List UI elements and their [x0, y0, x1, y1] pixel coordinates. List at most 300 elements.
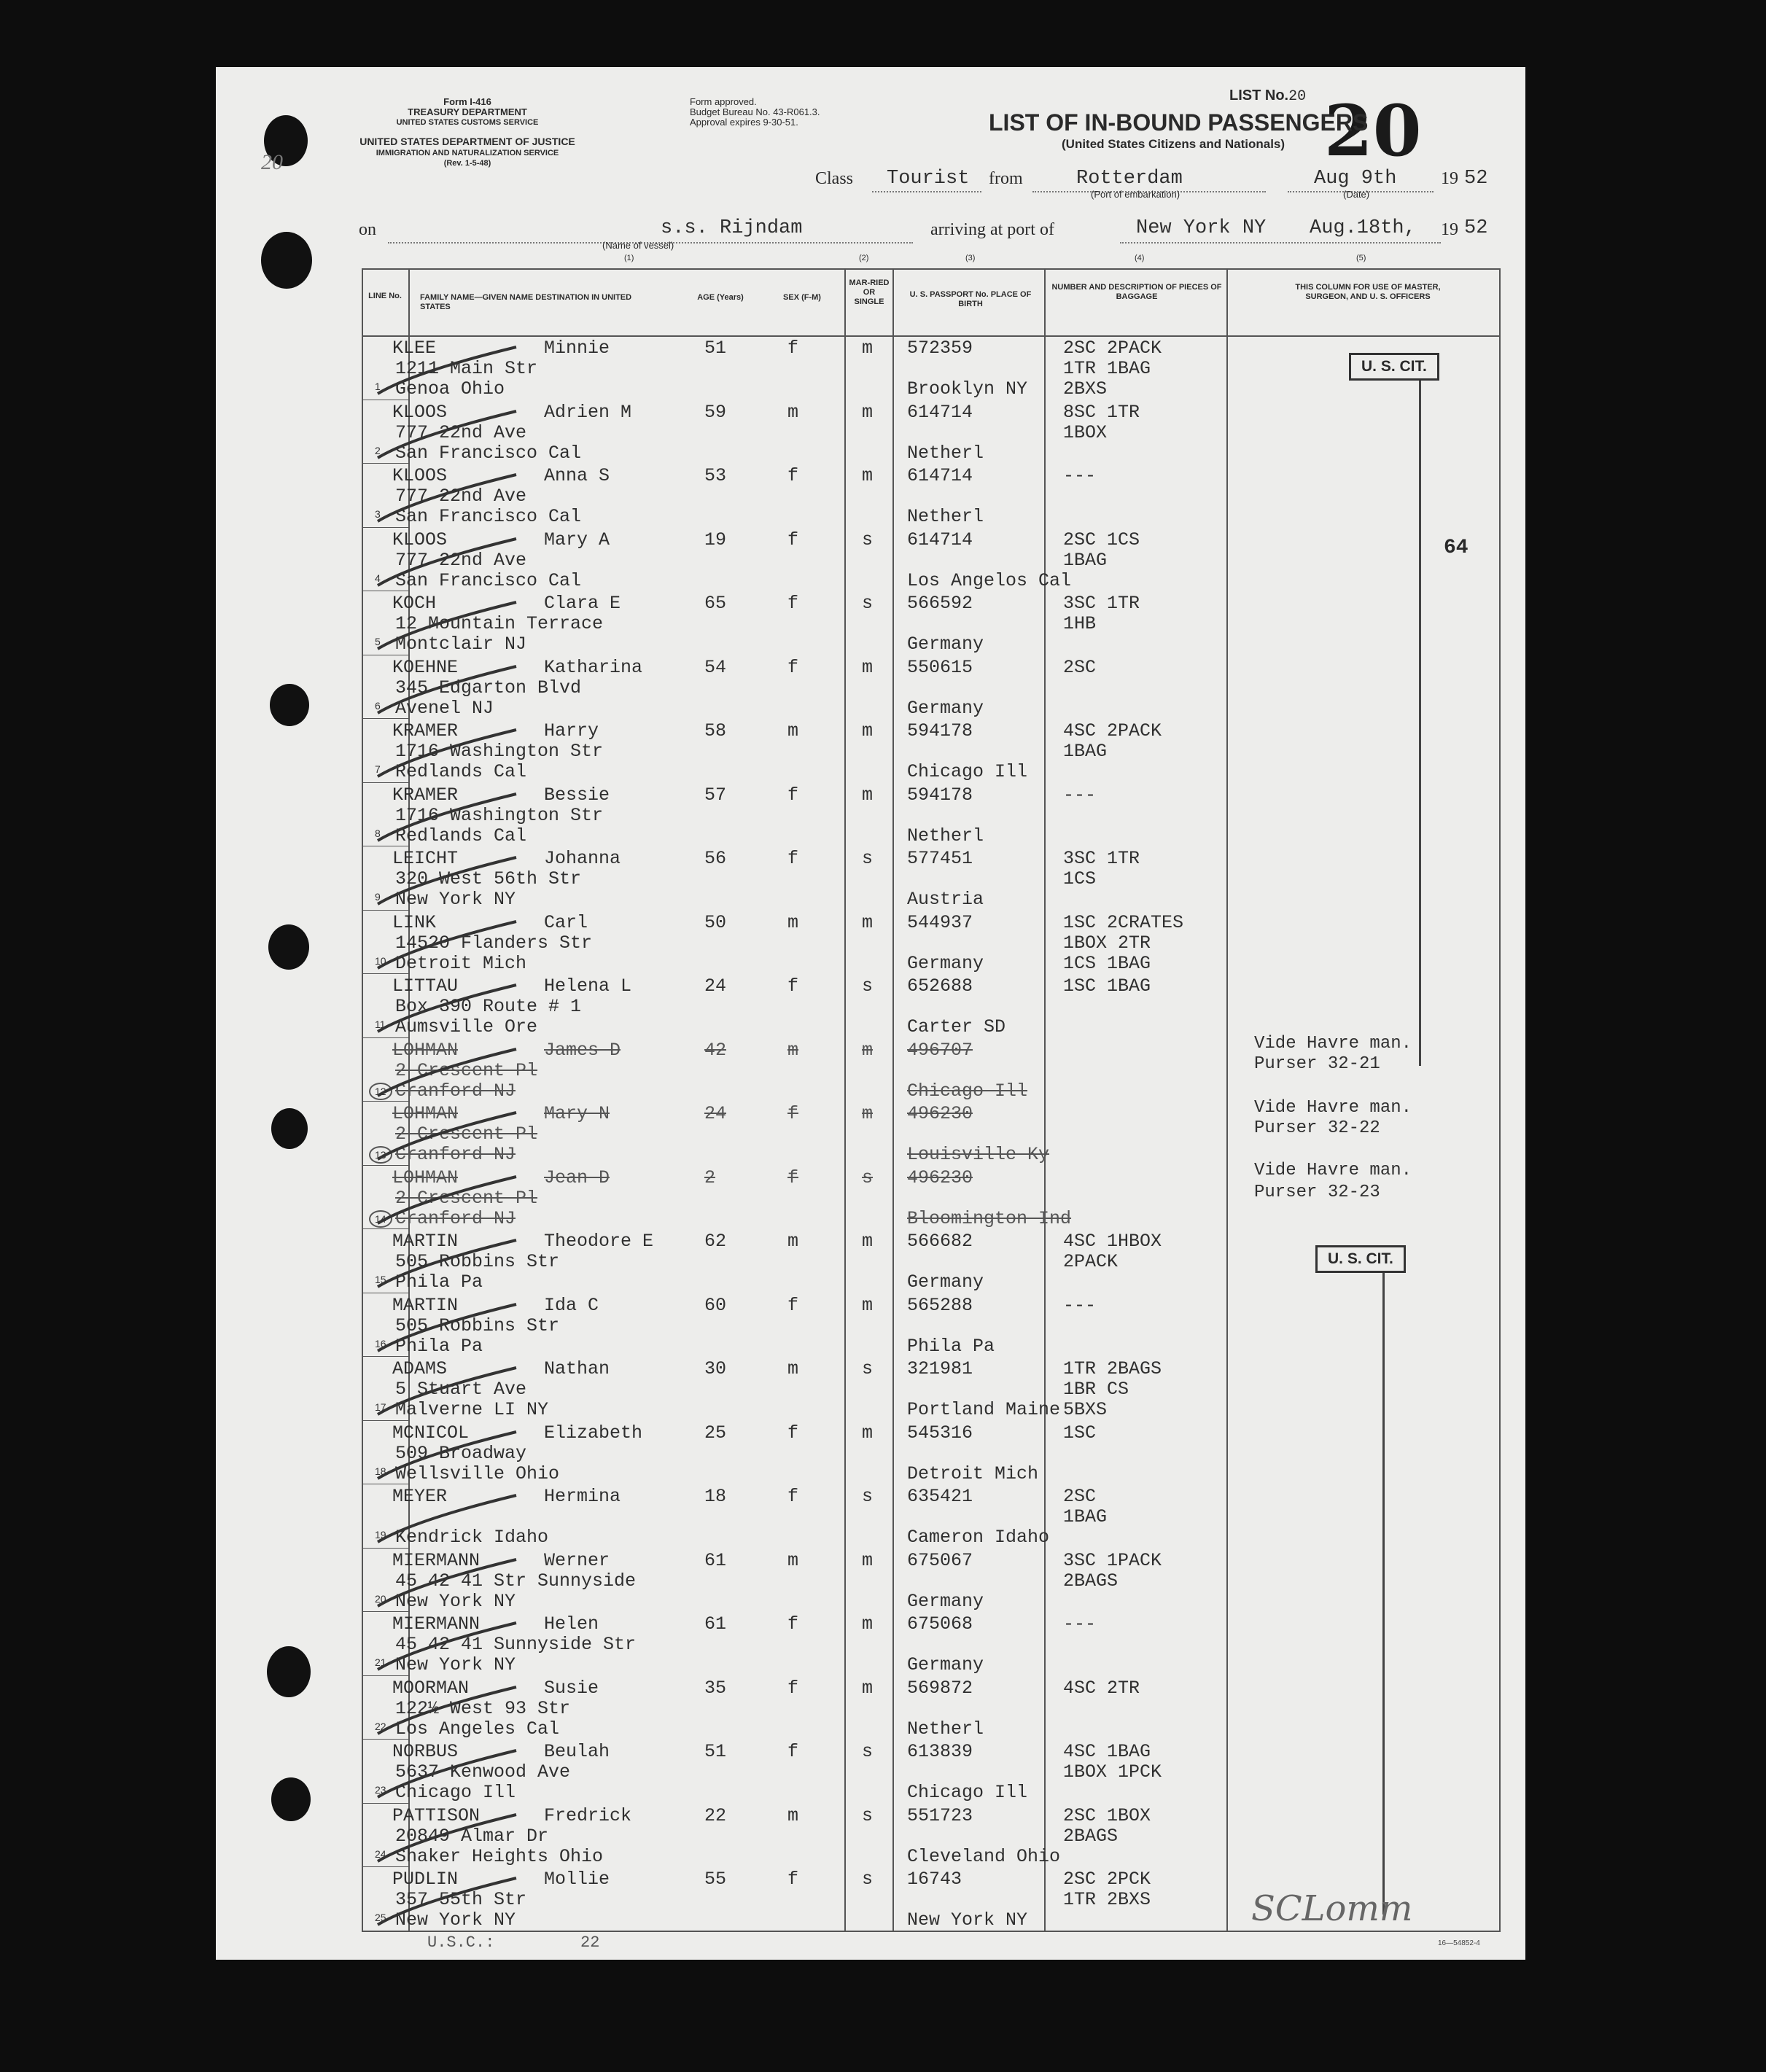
- us-cit-stamp: U. S. CIT.: [1349, 353, 1439, 381]
- sex-value: m: [787, 1039, 799, 1061]
- row-divider: [362, 463, 408, 464]
- place-of-birth: Portland Maine: [907, 1399, 1061, 1420]
- page-title: LIST OF IN-BOUND PASSENGERS: [989, 109, 1369, 136]
- pen-check-mark: [370, 1045, 531, 1103]
- table-row: [362, 1485, 1499, 1548]
- footer-left: U.S.C.:: [427, 1933, 495, 1952]
- destination-city: Shaker Heights Ohio: [395, 1845, 604, 1867]
- pen-check-mark: [370, 1363, 531, 1422]
- line-number: 19: [375, 1529, 386, 1541]
- destination-city: Aumsville Ore: [395, 1016, 538, 1037]
- given-name: James D: [544, 1039, 621, 1061]
- line-number: 10: [375, 954, 386, 967]
- destination-city: Cranford NJ: [395, 1080, 516, 1102]
- col-num-1: (1): [624, 254, 634, 262]
- row-divider: [362, 718, 408, 719]
- row-divider: [362, 1548, 408, 1549]
- destination-city: San Francisco Cal: [395, 506, 582, 527]
- vide-note-13a: Vide Havre man.: [1254, 1098, 1412, 1118]
- sex-value: f: [787, 1677, 799, 1699]
- passport-number: 551723: [907, 1804, 973, 1826]
- line-number: 11: [375, 1019, 386, 1030]
- family-name: KOCH: [392, 593, 437, 614]
- family-name: LOHMAN: [392, 1039, 459, 1061]
- table-row: [362, 975, 1499, 1037]
- row-divider: [362, 1420, 408, 1421]
- given-name: Adrien M: [544, 401, 632, 423]
- pen-check-mark: [370, 790, 531, 848]
- passport-number: 550615: [907, 656, 973, 678]
- table-row: [362, 1613, 1499, 1675]
- passport-number: 614714: [907, 529, 973, 550]
- marital-status: m: [862, 1613, 874, 1635]
- table-row: [362, 1167, 1499, 1229]
- row-divider: [362, 1675, 408, 1676]
- line-number: 12: [369, 1083, 392, 1100]
- passport-number: 16743: [907, 1869, 962, 1890]
- baggage-line-2: 1BAG: [1063, 1506, 1108, 1527]
- list-no-text: LIST No.: [1229, 87, 1289, 104]
- pen-check-mark: [370, 1619, 531, 1677]
- ins-label: IMMIGRATION AND NATURALIZATION SERVICE: [376, 149, 559, 157]
- row-divider: [362, 1228, 408, 1229]
- pen-check-mark: [370, 343, 531, 401]
- baggage-line-1: ---: [1063, 465, 1097, 486]
- given-name: Beulah: [544, 1741, 610, 1762]
- destination-street: 320 West 56th Str: [395, 868, 582, 889]
- pen-check-mark: [370, 1236, 531, 1294]
- manifest-sheet: [216, 67, 1525, 1960]
- table-row: [362, 784, 1499, 846]
- header-officers: THIS COLUMN FOR USE OF MASTER, SURGEON, AND U. S. OFFICERS: [1295, 283, 1441, 301]
- passport-number: 565288: [907, 1294, 973, 1316]
- row-divider: [362, 1037, 408, 1038]
- col-num-3: (3): [965, 254, 976, 262]
- destination-city: Malverne LI NY: [395, 1399, 549, 1420]
- row-divider: [362, 1739, 408, 1740]
- destination-street: 1211 Main Str: [395, 358, 538, 379]
- customs-label: UNITED STATES CUSTOMS SERVICE: [396, 118, 539, 127]
- destination-city: Detroit Mich: [395, 952, 527, 974]
- baggage-line-1: 1SC 1BAG: [1063, 975, 1151, 997]
- line-number: 8: [375, 827, 381, 839]
- age-value: 55: [704, 1869, 727, 1890]
- line-number: 17: [375, 1401, 386, 1413]
- line-number: 18: [375, 1465, 386, 1477]
- arriving-label: arriving at port of: [930, 220, 1054, 239]
- destination-city: New York NY: [395, 1654, 516, 1675]
- place-of-birth: Netherl: [907, 1718, 984, 1740]
- age-value: 51: [704, 338, 727, 359]
- pen-check-mark: [370, 470, 531, 529]
- sex-value: f: [787, 1869, 799, 1890]
- place-of-birth: Los Angelos Cal: [907, 569, 1072, 591]
- header-name: FAMILY NAME—GIVEN NAME DESTINATION IN UNITED STATES: [420, 293, 632, 311]
- pen-check-mark: [370, 1746, 531, 1804]
- line-number: 23: [375, 1784, 386, 1796]
- sex-value: f: [787, 1167, 799, 1188]
- table-row: [362, 529, 1499, 591]
- baggage-line-1: 8SC 1TR: [1063, 401, 1140, 423]
- pen-check-mark: [370, 1300, 531, 1358]
- us-cit-stamp: U. S. CIT.: [1315, 1245, 1406, 1273]
- vessel-name: s.s. Rijndam: [661, 217, 803, 239]
- line-number: 15: [375, 1274, 386, 1285]
- passport-number: 675068: [907, 1613, 973, 1635]
- sex-value: f: [787, 1613, 799, 1635]
- destination-street: 14520 Flanders Str: [395, 932, 593, 954]
- marital-status: m: [862, 1677, 874, 1699]
- signature: SCLomm: [1251, 1888, 1413, 1929]
- marital-status: s: [862, 529, 874, 550]
- destination-street: 357 55th Str: [395, 1889, 527, 1910]
- pen-check-mark: [370, 917, 531, 975]
- age-value: 50: [704, 911, 727, 933]
- destination-city: Los Angeles Cal: [395, 1718, 560, 1740]
- destination-city: San Francisco Cal: [395, 569, 582, 591]
- punch-hole: [261, 232, 312, 289]
- destination-street: 1716 Washington Str: [395, 741, 604, 762]
- baggage-line-2: 1BAG: [1063, 549, 1108, 571]
- destination-city: Chicago Ill: [395, 1782, 516, 1803]
- baggage-line-1: ---: [1063, 1294, 1097, 1316]
- baggage-line-1: 4SC 2PACK: [1063, 720, 1162, 741]
- treasury-label: TREASURY DEPARTMENT: [408, 106, 527, 117]
- sex-value: f: [787, 1741, 799, 1762]
- table-row: [362, 1358, 1499, 1420]
- passport-number: 545316: [907, 1422, 973, 1444]
- table-row: [362, 1740, 1499, 1803]
- sail-date: Aug 9th: [1314, 168, 1397, 190]
- list-no-value: 20: [1288, 88, 1307, 105]
- age-value: 19: [704, 529, 727, 550]
- baggage-line-2: 1HB: [1063, 613, 1097, 634]
- pen-check-mark: [370, 1491, 531, 1549]
- baggage-line-1: 2SC: [1063, 656, 1097, 678]
- baggage-line-1: ---: [1063, 1613, 1097, 1635]
- place-of-birth: Cleveland Ohio: [907, 1845, 1061, 1867]
- sex-value: f: [787, 338, 799, 359]
- table-row: [362, 720, 1499, 782]
- budget-label: Budget Bureau No. 43-R061.3.: [690, 106, 820, 117]
- line-number: 7: [375, 763, 381, 775]
- line-number: 24: [375, 1847, 386, 1860]
- given-name: Fredrick: [544, 1804, 632, 1826]
- given-name: Bessie: [544, 784, 610, 806]
- marital-status: s: [862, 1358, 874, 1379]
- given-name: Mary N: [544, 1103, 610, 1124]
- line-number: 6: [375, 699, 381, 712]
- destination-street: 45 42 41 Sunnyside Str: [395, 1634, 637, 1655]
- col-num-4: (4): [1135, 254, 1145, 262]
- destination-city: San Francisco Cal: [395, 442, 582, 464]
- given-name: Carl: [544, 911, 588, 933]
- table-row: [362, 592, 1499, 655]
- sex-value: f: [787, 784, 799, 806]
- sex-value: f: [787, 1294, 799, 1316]
- baggage-line-1: ---: [1063, 784, 1097, 806]
- passport-number: 614714: [907, 465, 973, 486]
- footer-number: 22: [580, 1933, 600, 1952]
- col-line: [1499, 268, 1501, 1932]
- place-of-birth: Chicago Ill: [907, 1782, 1028, 1803]
- pen-check-mark: [370, 1683, 531, 1741]
- family-name: MARTIN: [392, 1231, 459, 1252]
- marital-status: s: [862, 1804, 874, 1826]
- family-name: MARTIN: [392, 1294, 459, 1316]
- line-number: 2: [375, 444, 381, 456]
- baggage-line-1: 2SC 2PACK: [1063, 338, 1162, 359]
- margin-mark: 20: [261, 150, 283, 174]
- table-row: [362, 1102, 1499, 1165]
- pen-check-mark: [370, 725, 531, 784]
- baggage-line-2: 1TR 1BAG: [1063, 358, 1151, 379]
- age-value: 60: [704, 1294, 727, 1316]
- passport-number: 566592: [907, 593, 973, 614]
- marital-status: m: [862, 1103, 874, 1124]
- pen-check-mark: [370, 1874, 531, 1932]
- family-name: MEYER: [392, 1486, 448, 1507]
- destination-street: 509 Broadway: [395, 1442, 527, 1464]
- place-of-birth: Brooklyn NY: [907, 378, 1028, 400]
- punch-hole: [270, 684, 309, 726]
- line-number: 14: [369, 1210, 392, 1228]
- place-of-birth: Carter SD: [907, 1016, 1006, 1037]
- marital-status: m: [862, 911, 874, 933]
- port-underline: [1120, 242, 1441, 244]
- destination-street: 20849 Almar Dr: [395, 1825, 549, 1847]
- age-value: 24: [704, 1103, 727, 1124]
- table-row: [362, 1804, 1499, 1867]
- expires-label: Approval expires 9-30-51.: [690, 117, 798, 128]
- vide-note-13b: Purser 32-22: [1254, 1118, 1380, 1138]
- approval-label: Form approved.: [690, 96, 757, 107]
- arrival-year-prefix: 19: [1441, 220, 1458, 239]
- table-row: [362, 1549, 1499, 1612]
- given-name: Minnie: [544, 338, 610, 359]
- table-row: [362, 911, 1499, 974]
- vide-note-12b: Purser 32-21: [1254, 1054, 1380, 1074]
- age-value: 62: [704, 1231, 727, 1252]
- col-num-5: (5): [1356, 254, 1366, 262]
- baggage-line-1: 4SC 1BAG: [1063, 1741, 1151, 1762]
- passport-number: 566682: [907, 1231, 973, 1252]
- given-name: Susie: [544, 1677, 599, 1699]
- family-name: MIERMANN: [392, 1613, 481, 1635]
- family-name: KLOOS: [392, 465, 448, 486]
- destination-city: Cranford NJ: [395, 1207, 516, 1229]
- baggage-line-2: 1TR 2BXS: [1063, 1889, 1151, 1910]
- baggage-line-1: 4SC 1HBOX: [1063, 1231, 1162, 1252]
- sail-year: 52: [1464, 168, 1488, 190]
- count-annotation: 64: [1444, 537, 1469, 559]
- list-number-big: 20: [1324, 90, 1422, 172]
- place-of-birth: Phila Pa: [907, 1335, 995, 1357]
- destination-street: 777 22nd Ave: [395, 486, 527, 507]
- given-name: Hermina: [544, 1486, 621, 1507]
- baggage-line-2: 1BOX 1PCK: [1063, 1761, 1162, 1783]
- line-number: 1: [375, 381, 381, 392]
- baggage-line-1: 1SC: [1063, 1422, 1097, 1444]
- destination-street: 5 Stuart Ave: [395, 1379, 527, 1400]
- sex-value: f: [787, 656, 799, 678]
- baggage-line-3: 5BXS: [1063, 1399, 1108, 1420]
- destination-street: 777 22nd Ave: [395, 421, 527, 443]
- place-of-birth: Germany: [907, 697, 984, 719]
- destination-city: Phila Pa: [395, 1271, 483, 1293]
- punch-hole: [271, 1108, 308, 1149]
- on-label: on: [359, 220, 376, 239]
- vessel-caption: (Name of vessel): [602, 240, 674, 251]
- header-baggage: NUMBER AND DESCRIPTION OF PIECES OF BAGGAGE: [1051, 283, 1222, 301]
- place-of-birth: New York NY: [907, 1909, 1028, 1931]
- page-subtitle: (United States Citizens and Nationals): [1062, 137, 1285, 151]
- family-name: PATTISON: [392, 1804, 481, 1826]
- pen-check-mark: [370, 981, 531, 1039]
- baggage-line-1: 2SC 1CS: [1063, 529, 1140, 550]
- pen-check-mark: [370, 534, 531, 593]
- baggage-line-2: 2PACK: [1063, 1251, 1119, 1272]
- sex-value: m: [787, 1549, 799, 1571]
- age-value: 58: [704, 720, 727, 741]
- punch-hole: [267, 1646, 311, 1697]
- place-of-birth: Austria: [907, 889, 984, 910]
- line-number: 21: [375, 1656, 386, 1668]
- family-name: LITTAU: [392, 975, 459, 997]
- arrival-year: 52: [1464, 217, 1488, 239]
- marital-status: m: [862, 338, 874, 359]
- passport-number: 594178: [907, 720, 973, 741]
- row-divider: [362, 527, 408, 528]
- sex-value: f: [787, 1422, 799, 1444]
- row-divider: [362, 1165, 408, 1166]
- line-number: 25: [375, 1912, 386, 1923]
- marital-status: s: [862, 848, 874, 869]
- family-name: MIERMANN: [392, 1549, 481, 1571]
- passport-number: 594178: [907, 784, 973, 806]
- line-number: 5: [375, 636, 381, 647]
- destination-street: 505 Robbins Str: [395, 1251, 560, 1272]
- baggage-line-1: 3SC 1PACK: [1063, 1549, 1162, 1571]
- family-name: ADAMS: [392, 1358, 448, 1379]
- marital-status: m: [862, 1039, 874, 1061]
- line-number: 9: [375, 891, 381, 903]
- place-of-birth: Netherl: [907, 825, 984, 846]
- passport-number: 613839: [907, 1741, 973, 1762]
- age-value: 30: [704, 1358, 727, 1379]
- line-number: 13: [369, 1146, 392, 1164]
- family-name: KLOOS: [392, 401, 448, 423]
- destination-city: Phila Pa: [395, 1335, 483, 1357]
- table-bottom-border: [362, 1931, 1499, 1932]
- age-value: 57: [704, 784, 727, 806]
- destination-street: 45 42 41 Str Sunnyside: [395, 1570, 637, 1592]
- baggage-line-2: 2BAGS: [1063, 1825, 1119, 1847]
- port-embark-caption: (Port of embarkation): [1091, 189, 1180, 200]
- marital-status: s: [862, 1167, 874, 1188]
- sex-value: m: [787, 911, 799, 933]
- marital-status: m: [862, 465, 874, 486]
- family-name: LOHMAN: [392, 1103, 459, 1124]
- destination-street: 2 Crescent Pl: [395, 1059, 538, 1081]
- line-number: 16: [375, 1337, 386, 1349]
- given-name: Helena L: [544, 975, 632, 997]
- passport-number: 496230: [907, 1167, 973, 1188]
- age-value: 35: [704, 1677, 727, 1699]
- row-divider: [362, 1101, 408, 1102]
- baggage-line-1: 2SC 2PCK: [1063, 1869, 1151, 1890]
- line-number: 3: [375, 508, 381, 520]
- baggage-line-2: 1CS: [1063, 868, 1097, 889]
- class-label: Class: [815, 169, 854, 188]
- destination-city: Genoa Ohio: [395, 378, 505, 400]
- table-row: [362, 1294, 1499, 1357]
- marital-status: s: [862, 1741, 874, 1762]
- sex-value: f: [787, 593, 799, 614]
- baggage-line-2: 1BAG: [1063, 741, 1108, 762]
- baggage-line-1: 4SC 2TR: [1063, 1677, 1140, 1699]
- table-row: [362, 1422, 1499, 1484]
- given-name: Helen: [544, 1613, 599, 1635]
- place-of-birth: Netherl: [907, 506, 984, 527]
- footer-code: 16—54852-4: [1438, 1939, 1480, 1947]
- passport-number: 577451: [907, 848, 973, 869]
- place-of-birth: Chicago Ill: [907, 761, 1028, 782]
- age-value: 42: [704, 1039, 727, 1061]
- family-name: KRAMER: [392, 784, 459, 806]
- place-of-birth: Germany: [907, 952, 984, 974]
- family-name: KRAMER: [392, 720, 459, 741]
- marital-status: m: [862, 1294, 874, 1316]
- sex-value: f: [787, 1103, 799, 1124]
- age-value: 61: [704, 1613, 727, 1635]
- sex-value: f: [787, 848, 799, 869]
- destination-city: New York NY: [395, 1590, 516, 1612]
- vide-note-14b: Purser 32-23: [1254, 1183, 1380, 1202]
- header-sex: SEX (F-M): [783, 293, 821, 302]
- destination-street: 505 Robbins Str: [395, 1315, 560, 1336]
- header-line-no: LINE No.: [368, 292, 402, 300]
- pen-check-mark: [370, 1108, 531, 1167]
- family-name: LOHMAN: [392, 1167, 459, 1188]
- given-name: Johanna: [544, 848, 621, 869]
- destination-street: 2 Crescent Pl: [395, 1123, 538, 1145]
- baggage-line-3: 2BXS: [1063, 378, 1108, 400]
- table-top-border: [362, 268, 1499, 270]
- passport-number: 635421: [907, 1486, 973, 1507]
- marital-status: s: [862, 593, 874, 614]
- passport-number: 614714: [907, 401, 973, 423]
- table-row: [362, 337, 1499, 400]
- age-value: 18: [704, 1486, 727, 1507]
- pen-check-mark: [370, 1555, 531, 1613]
- sex-value: m: [787, 720, 799, 741]
- passport-number: 544937: [907, 911, 973, 933]
- sex-value: f: [787, 529, 799, 550]
- age-value: 25: [704, 1422, 727, 1444]
- age-value: 54: [704, 656, 727, 678]
- arrival-port: New York NY: [1136, 217, 1267, 239]
- pen-check-mark: [370, 1810, 531, 1869]
- baggage-line-2: 1BOX 2TR: [1063, 932, 1151, 954]
- given-name: Clara E: [544, 593, 621, 614]
- justice-label: UNITED STATES DEPARTMENT OF JUSTICE: [359, 136, 575, 147]
- age-value: 24: [704, 975, 727, 997]
- table-row: [362, 1677, 1499, 1740]
- family-name: NORBUS: [392, 1741, 459, 1762]
- place-of-birth: Germany: [907, 1271, 984, 1293]
- family-name: MOORMAN: [392, 1677, 470, 1699]
